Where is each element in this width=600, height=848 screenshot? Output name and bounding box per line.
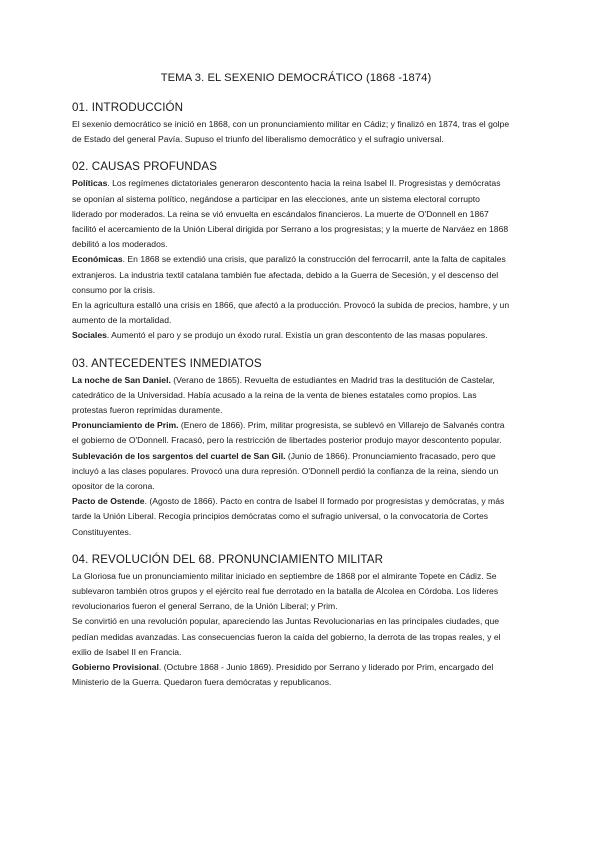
- paragraph-text: (Junio de 1866). Pronunciamiento fracasado, pero que incluyó a las clases populares. Provocó una dura represión. O'Donnell perdió la confianza de la reina, siendo un opositor de la corona.: [72, 450, 499, 492]
- paragraph: [72, 252, 510, 298]
- paragraph-lead: Económicas: [72, 254, 123, 265]
- paragraph: [72, 614, 510, 660]
- paragraph-text: . (Octubre 1868 - Junio 1869). Presidido por Serrano y liderado por Prim, encargado del Ministerio de la Guerra. Quedaron fuera demócratas y republicanos.: [72, 662, 494, 688]
- section-heading: 01. INTRODUCCIÓN: [72, 101, 184, 114]
- paragraph: [72, 298, 510, 328]
- paragraph-lead: Sublevación de los sargentos del cuartel de San Gil.: [72, 450, 286, 461]
- paragraph: [72, 660, 510, 690]
- paragraph-text: (Enero de 1866). Prim, militar progresista, se sublevó en Villarejo de Salvanés contra el gobierno de O'Donnell. Fracasó, pero la restricción de libertades posterior produjo mayor descontento popular.: [72, 420, 505, 446]
- section-revolucion-68: [72, 553, 510, 691]
- paragraph: [72, 373, 510, 419]
- paragraph: [72, 328, 510, 343]
- paragraph-text: . En 1868 se extendió una crisis, que paralizó la construcción del ferrocarril, ante la falta de capitales extranjeros. La industria textil catalana también fue afectada, debido a la Guerra de Secesión, y el descenso del consumo por la crisis.: [72, 254, 506, 295]
- section-causas-profundas: [72, 160, 510, 343]
- paragraph-text: El sexenio democrático se inició en 1868, con un pronunciamiento militar en Cádiz; y finalizó en 1874, tras el golpe de Estado del general Pavía. Supuso el triunfo del liberalismo democrático y el sufragio universal.: [72, 119, 510, 145]
- paragraph-lead: Pronunciamiento de Prim.: [72, 420, 179, 431]
- paragraph: [72, 494, 510, 540]
- paragraph: [72, 569, 510, 615]
- paragraph: [72, 449, 510, 495]
- section-introduccion: [72, 101, 510, 147]
- section-antecedentes: [72, 357, 510, 540]
- paragraph-lead: Gobierno Provisional: [72, 662, 159, 673]
- document-title: TEMA 3. EL SEXENIO DEMOCRÁTICO (1868 -1874): [160, 72, 432, 84]
- paragraph-text: En la agricultura estalló una crisis en 1866, que afectó a la producción. Provocó la subida de precios, hambre, y un aumento de la mortalidad.: [72, 300, 510, 326]
- paragraph-lead: La noche de San Daniel.: [72, 374, 171, 385]
- paragraph-text: . Los regímenes dictatoriales generaron descontento hacia la reina Isabel II. Progresistas y demócratas se oponían al sistema político, negándose a participar en las elecciones, ante un sistema electoral corrupto liderado por moderados. La reina se vió envuelta en escándalos financieros. La muerte de O'Donnell en 1867 facilitó el acercamiento de la Unión Liberal dirigida por Serrano a los progresistas; y la muerte de Narváez en 1868 debilitó a los moderados.: [72, 178, 509, 250]
- section-heading: 02. CAUSAS PROFUNDAS: [72, 160, 218, 174]
- paragraph-text: Se convirtió en una revolución popular, apareciendo las Juntas Revolucionarias en las principales ciudades, que pedían medidas avanzadas. Las consecuencias fueron la caída del gobierno, la derrota de las tropas reales, y el exilio de Isabel II en Francia.: [72, 616, 501, 657]
- paragraph-lead: Sociales: [72, 330, 107, 341]
- paragraph-text: . Aumentó el paro y se produjo un éxodo rural. Existía un gran descontento de las masas populares.: [106, 330, 488, 341]
- paragraph-text: (Verano de 1865). Revuelta de estudiantes en Madrid tras la destitución de Castelar, catedrático de la Universidad. Había acusado a la reina de la venta de bienes estatales como propios. Las protestas fueron reprimidas duramente.: [72, 374, 495, 416]
- paragraph-lead: Políticas: [72, 178, 108, 189]
- paragraph: [72, 176, 510, 252]
- section-heading: 03. ANTECEDENTES INMEDIATOS: [72, 356, 262, 370]
- paragraph-lead: Pacto de Ostende: [72, 496, 145, 507]
- paragraph: [72, 418, 510, 448]
- paragraph-text: . (Agosto de 1866). Pacto en contra de Isabel II formado por progresistas y demócratas, y más tarde la Unión Liberal. Recogía principios demócratas como el sufragio universal, o la convocatoria de Cortes Constituyentes.: [72, 496, 505, 537]
- paragraph: [72, 117, 510, 147]
- paragraph-text: La Gloriosa fue un pronunciamiento militar iniciado en septiembre de 1868 por el almirante Topete en Cádiz. Se sublevaron también otros grupos y el ejército real fue derrotado en la batalla de Alcolea en Córdoba. Los líderes revolucionarios fueron el general Serrano, de la Unión Liberal; y Prim.: [72, 570, 499, 612]
- section-heading: 04. REVOLUCIÓN DEL 68. PRONUNCIAMIENTO MILITAR: [72, 552, 384, 566]
